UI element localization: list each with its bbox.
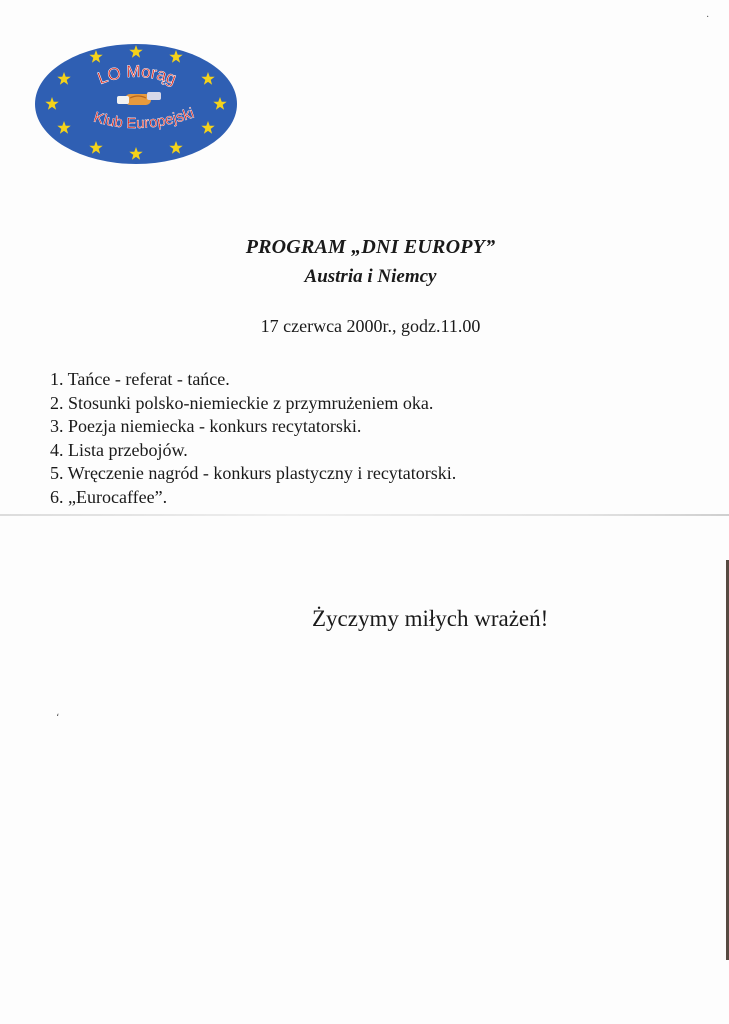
club-logo — [34, 42, 239, 166]
scan-speck: ، — [56, 708, 60, 719]
logo-bottom-text: Klub Europejski — [91, 104, 197, 133]
paper-fold-line — [0, 514, 729, 516]
event-date-time: 17 czerwca 2000r., godz.11.00 — [260, 316, 481, 336]
program-title: PROGRAM „DNI EUROPY” — [245, 236, 496, 258]
program-item: 1. Tańce - referat - tańce. — [50, 369, 230, 389]
program-item: 5. Wręczenie nagród - konkurs plastyczny i recytatorski. — [50, 463, 457, 483]
program-subtitle: Austria i Niemcy — [304, 266, 437, 287]
program-item: 4. Lista przebojów. — [50, 439, 188, 460]
logo-top-text: LO Morąg — [95, 61, 179, 89]
program-list — [50, 368, 456, 509]
program-item: 3. Poezja niemiecka - konkurs recytatorski. — [50, 416, 362, 436]
club-logo-svg — [34, 42, 239, 166]
closing-wishes: Życzymy miłych wrażeń! — [312, 606, 549, 631]
scan-speck: · — [706, 12, 710, 23]
program-item: 6. „Eurocaffee”. — [50, 486, 168, 507]
program-item: 2. Stosunki polsko-niemieckie z przymrużeniem oka. — [50, 392, 434, 413]
